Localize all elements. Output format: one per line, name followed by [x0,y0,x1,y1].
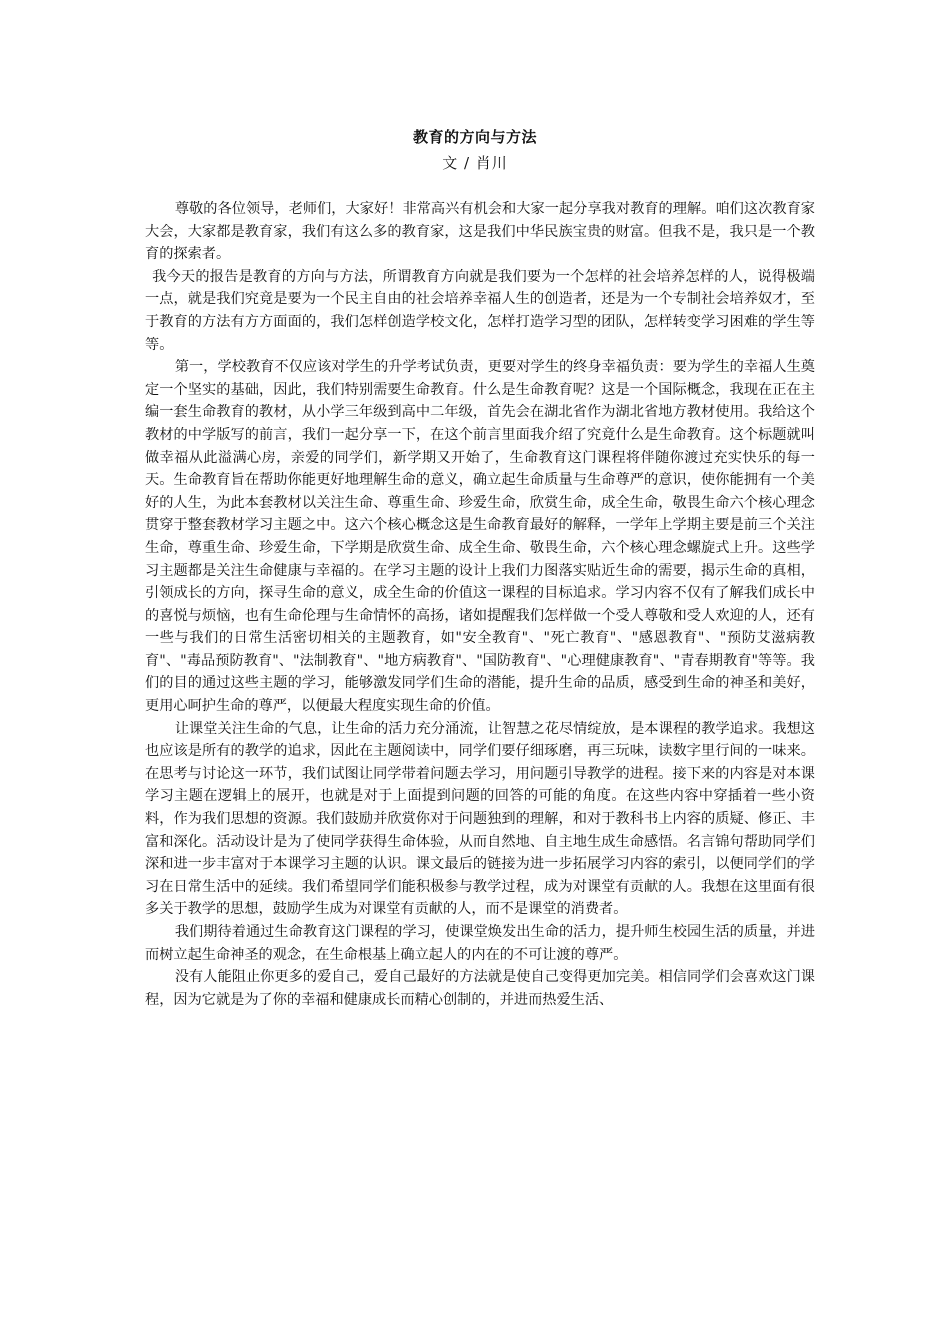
paragraph-love-self: 没有人能阻止你更多的爱自己，爱自己最好的方法就是使自己变得更加完美。相信同学们会喜欢这门课程，因为它就是为了你的幸福和健康成长而精心创制的，并进而热爱生活、 [145,969,815,1008]
paragraph-life-education: 第一，学校教育不仅应该对学生的升学考试负责，更要对学生的终身幸福负责：要为学生的幸福人生奠定一个坚实的基础，因此，我们特别需要生命教育。什么是生命教育呢？这是一个国际概念，我现在正在主编一套生命教育的教材，从小学三年级到高中二年级，首先会在湖北省作为湖北省地方教材使用。我给这个教材的中学版写的前言，我们一起分享一下，在这个前言里面我介绍了究竟什么是生命教育。这个标题就叫做幸福从此溢满心房，亲爱的同学们，新学期又开始了，生命教育这门课程将伴随你渡过充实快乐的每一天。生命教育旨在帮助你能更好地理解生命的意义，确立起生命质量与生命尊严的意识，使你能拥有一个美好的人生，为此本套教材以关注生命、尊重生命、珍爱生命，欣赏生命，成全生命，敬畏生命六个核心理念贯穿于整套教材学习主题之中。这六个核心概念这是生命教育最好的解释，一学年上学期主要是前三个关注生命，尊重生命、珍爱生命，下学期是欣赏生命、成全生命、敬畏生命，六个核心理念螺旋式上升。这些学习主题都是关注生命健康与幸福的。在学习主题的设计上我们力图落实贴近生命的需要，揭示生命的真相，引领成长的方向，探寻生命的意义，成全生命的价值这一课程的目标追求。学习内容不仅有了解我们成长中的喜悦与烦恼，也有生命伦理与生命情怀的高扬，诸如提醒我们怎样做一个受人尊敬和受人欢迎的人，还有一些与我们的日常生活密切相关的主题教育，如"安全教育"、"死亡教育"、"感恩教育"、"预防艾滋病教育"、"毒品预防教育"、"法制教育"、"地方病教育"、"国防教育"、"心理健康教育"、"青春期教育"等等。我们的目的通过这些主题的学习，能够激发同学们生命的潜能，提升生命的品质，感受到生命的神圣和美好，更用心呵护生命的尊严，以便最大程度实现生命的价值。 [145,359,815,715]
document-title: 教育的方向与方法 [412,128,537,146]
paragraph-greeting: 尊敬的各位领导，老师们，大家好！非常高兴有机会和大家一起分享我对教育的理解。咱们这次教育家大会，大家都是教育家，我们有这么多的教育家，这是我们中华民族宝贵的财富。但我不是，我只是一个教育的探索者。 [145,201,815,263]
document-author: 文 / 肖川 [442,154,508,172]
document-body [145,198,815,1011]
paragraph-classroom: 让课堂关注生命的气息，让生命的活力充分涌流，让智慧之花尽情绽放，是本课程的教学追求。我想这也应该是所有的教学的追求，因此在主题阅读中，同学们要仔细琢磨，再三玩味，读数字里行间的一味来。在思考与讨论这一环节，我们试图让同学带着问题去学习，用问题引导教学的进程。接下来的内容是对本课学习主题在逻辑上的展开，也就是对于上面提到问题的回答的可能的角度。在这些内容中穿插着一些小资料，作为我们思想的资源。我们鼓励并欣赏你对于问题独到的理解，和对于教科书上内容的质疑、修正、丰富和深化。活动设计是为了使同学获得生命体验，从而自然地、自主地生成生命感悟。名言锦句帮助同学们深和进一步丰富对于本课学习主题的认识。课文最后的链接为进一步拓展学习内容的索引，以便同学们的学习在日常生活中的延续。我们希望同学们能积极参与教学过程，成为对课堂有贡献的人。我想在这里面有很多关于教学的思想，鼓励学生成为对课堂有贡献的人，而不是课堂的消费者。 [145,720,815,918]
paragraph-topic: 我今天的报告是教育的方向与方法，所谓教育方向就是我们要为一个怎样的社会培养怎样的人，说得极端一点，就是我们究竟是要为一个民主自由的社会培养幸福人生的创造者，还是为一个专制社会培养奴才，至于教育的方法有方方面面的，我们怎样创造学校文化，怎样打造学习型的团队，怎样转变学习困难的学生等等。 [145,268,815,353]
paragraph-expectation: 我们期待着通过生命教育这门课程的学习，使课堂焕发出生命的活力，提升师生校园生活的质量，并进而树立起生命神圣的观念，在生命根基上确立起人的内在的不可让渡的尊严。 [145,924,815,963]
